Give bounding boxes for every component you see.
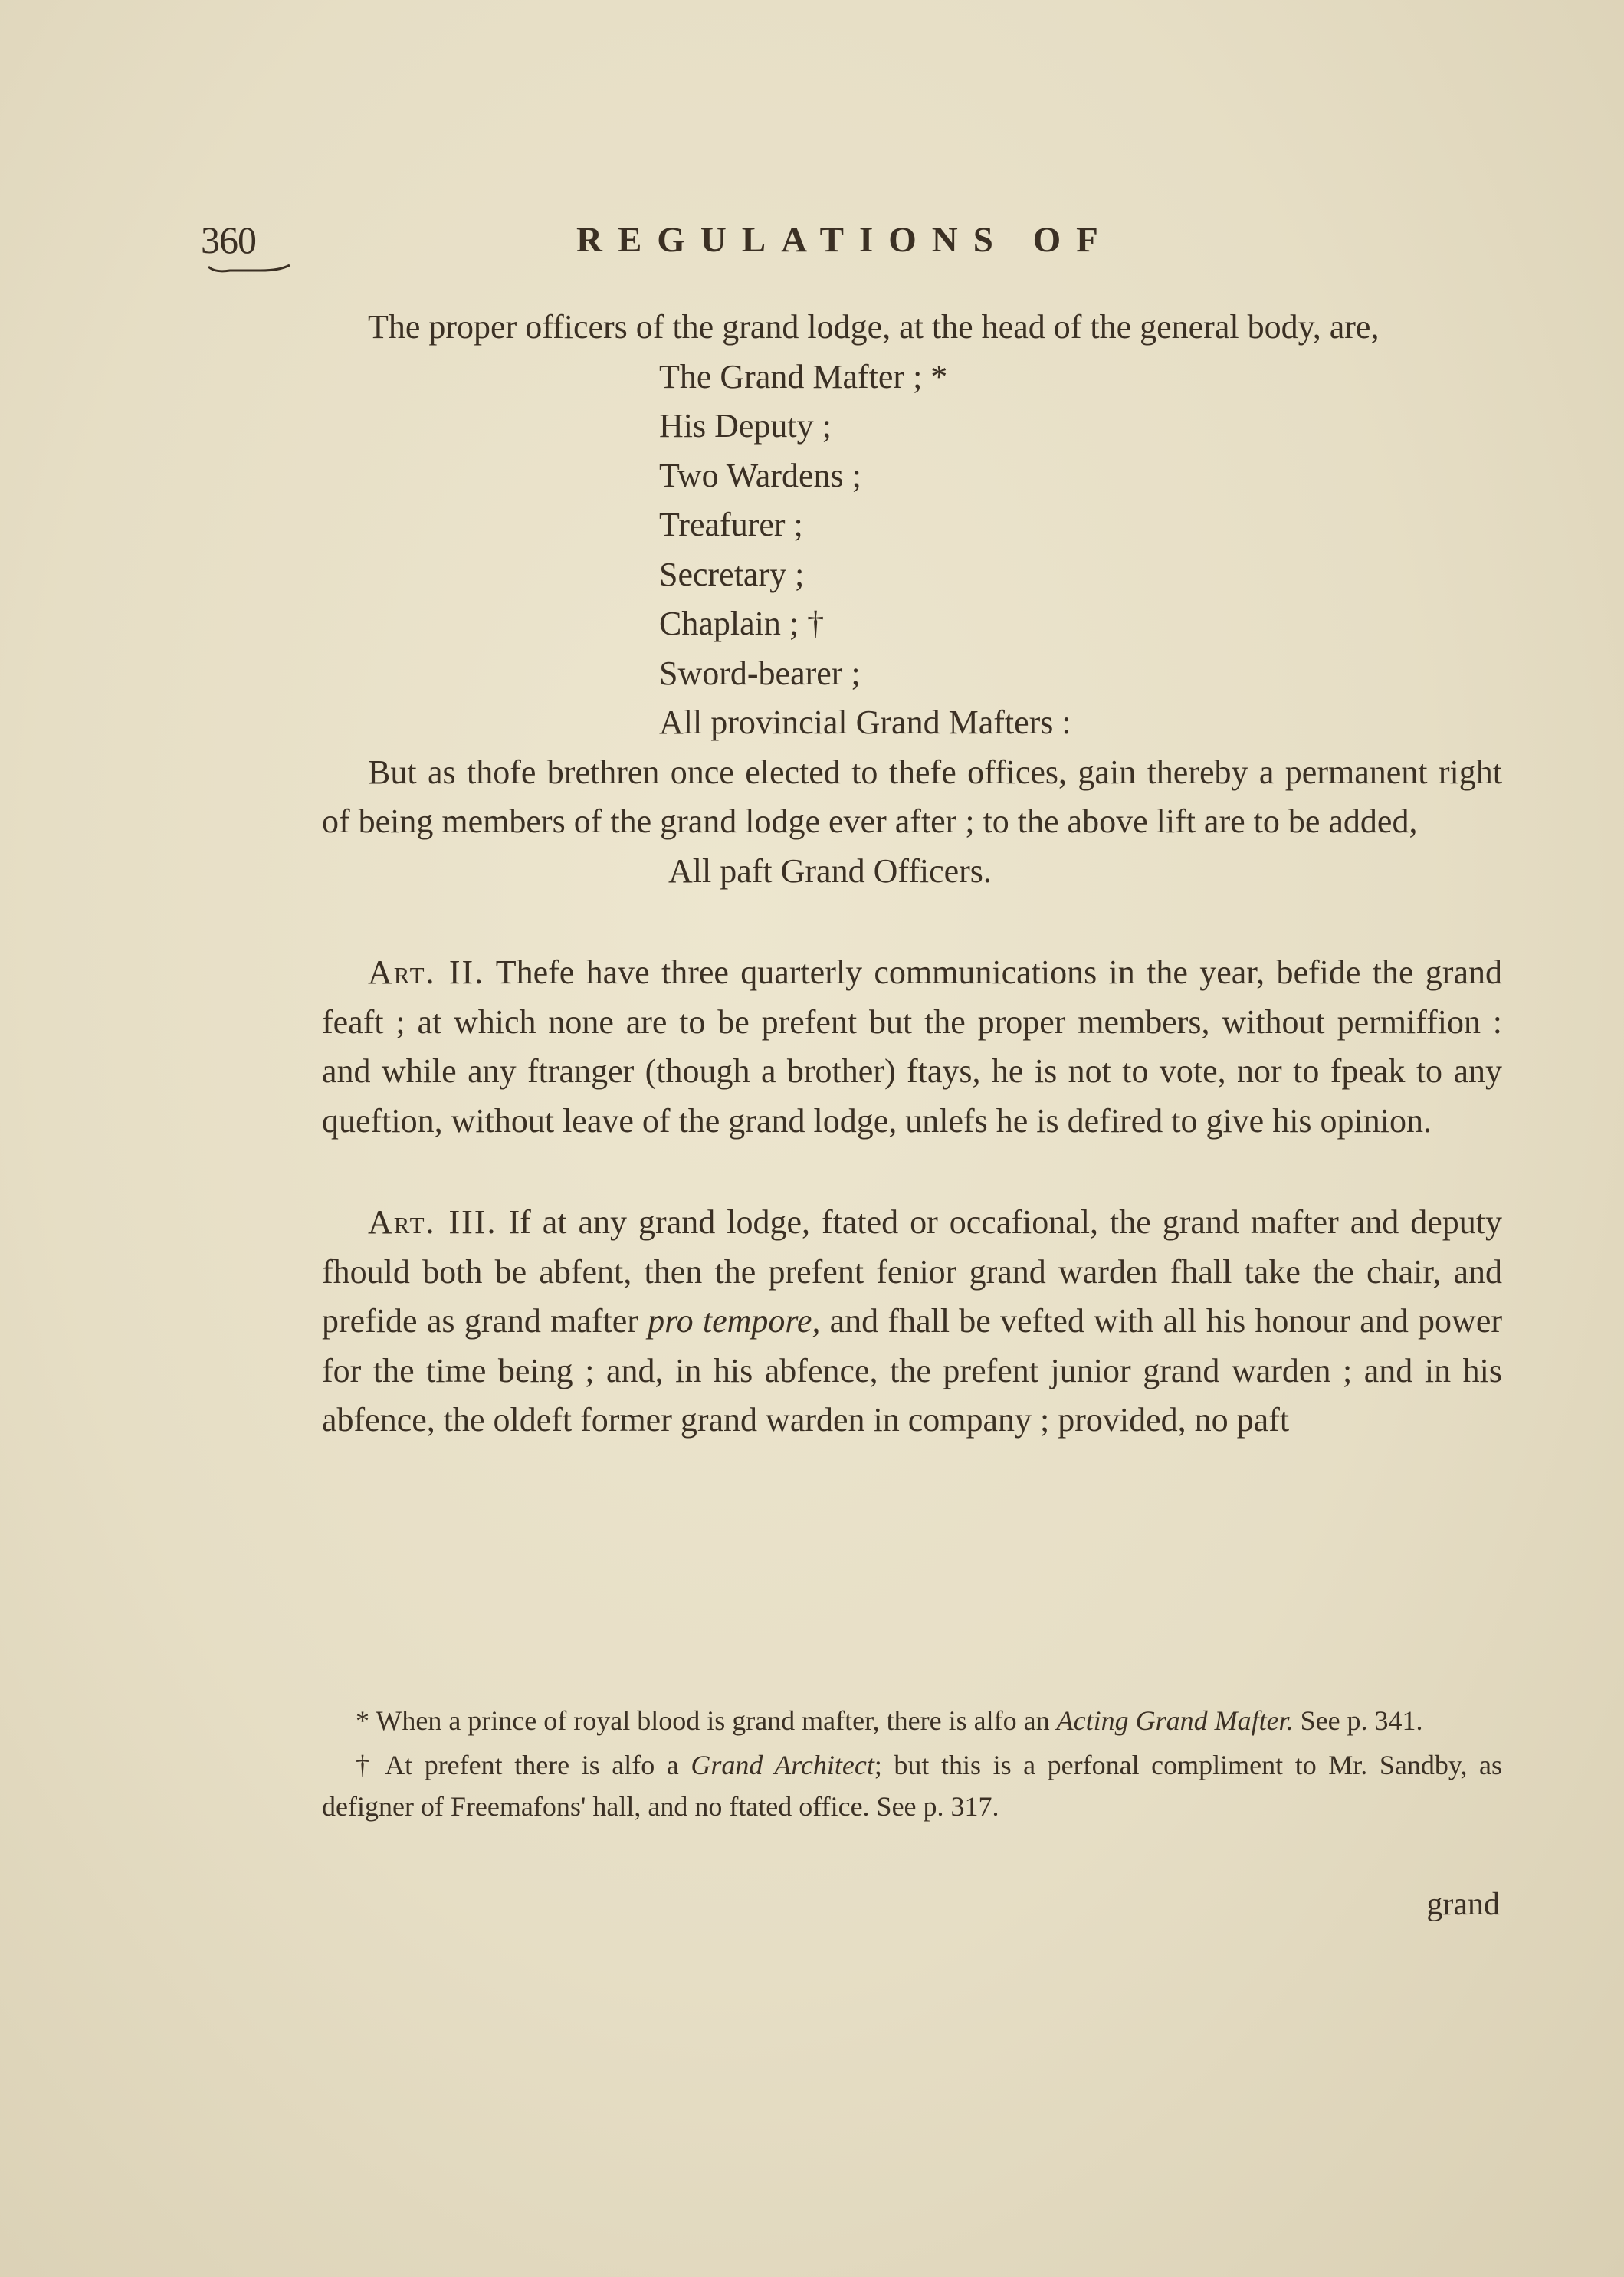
footnotes: [322, 1700, 1502, 1830]
officer-list: [322, 353, 1502, 748]
paragraph-gap: [322, 896, 1502, 948]
article-2-text: Thefe have three quarterly communications in the year, befide the grand feaft ; at which none are to be prefent but the proper members, without permiffion : and while any ftranger (though a brother) ftays, he is not to vote, nor to fpeak to any queftion, without leave of the grand lodge, unlefs he is defired to give his opinion.: [322, 953, 1502, 1140]
article-3-text-1: If at any grand lodge, ftated or occafional, the grand mafter and deputy fhould both be abfent, then the prefent fenior grand warden fhall take the chair, and prefide as grand mafter: [322, 1203, 1503, 1340]
footnote-2-text-2: ; but this is a perfonal compliment to Mr. Sandby, as defigner of Freemafons' hall, and no ftated office. See p. 317.: [322, 1750, 1503, 1822]
footnote-1: [322, 1700, 1502, 1741]
officer-item: His Deputy ;: [659, 407, 832, 445]
running-head: REGULATIONS OF: [576, 220, 1114, 260]
footnote-1-marker: *: [356, 1705, 369, 1736]
article-3-paragraph: [322, 1198, 1502, 1445]
paragraph-gap: [322, 1146, 1502, 1198]
footnote-2-italic: Grand Architect: [691, 1750, 874, 1780]
page-header: [201, 213, 1504, 274]
footnote-2-text-1: At prefent there is alfo a: [385, 1750, 679, 1780]
officer-item: Sword-bearer ;: [659, 654, 861, 692]
intro-paragraph: The proper officers of the grand lodge, at the head of the general body, are,: [368, 308, 1380, 346]
page-number-flourish-icon: [207, 264, 291, 274]
article-3-label: Art. III.: [368, 1203, 497, 1241]
footnote-2-marker: †: [356, 1750, 375, 1780]
article-3-italic: pro tempore,: [648, 1302, 821, 1340]
page-number: 360: [201, 218, 256, 261]
addition-paragraph: But as thofe brethren once elected to thefe offices, gain thereby a permanent right of being members of the grand lodge ever after ; to the above lift are to be added,: [322, 753, 1502, 840]
article-2-label: Art. II.: [368, 953, 485, 991]
officer-item: Secretary ;: [659, 555, 805, 593]
article-2-paragraph: [322, 948, 1502, 1146]
officer-item: All provincial Grand Mafters :: [659, 704, 1071, 741]
officer-item: Two Wardens ;: [659, 456, 861, 494]
officer-item: Chaplain ; †: [659, 605, 825, 642]
past-officers-line: All paft Grand Officers.: [668, 851, 992, 890]
footnote-1-ref: See p. 341.: [1300, 1705, 1423, 1736]
officer-item: The Grand Mafter ; *: [659, 357, 948, 395]
officer-item: Treafurer ;: [659, 506, 803, 543]
footnote-2: [322, 1744, 1502, 1827]
footnote-1-text: When a prince of royal blood is grand mafter, there is alfo an: [376, 1705, 1050, 1736]
main-text: [322, 303, 1502, 1445]
article-3-text-2: and fhall be vefted with all his honour and power for the time being ; and, in his abfence, the prefent junior grand warden ; and in his abfence, the oldeft former grand warden in company ; provided, no paft: [322, 1302, 1503, 1439]
footnote-1-italic: Acting Grand Mafter.: [1056, 1705, 1294, 1736]
catchword: grand: [1426, 1887, 1500, 1922]
